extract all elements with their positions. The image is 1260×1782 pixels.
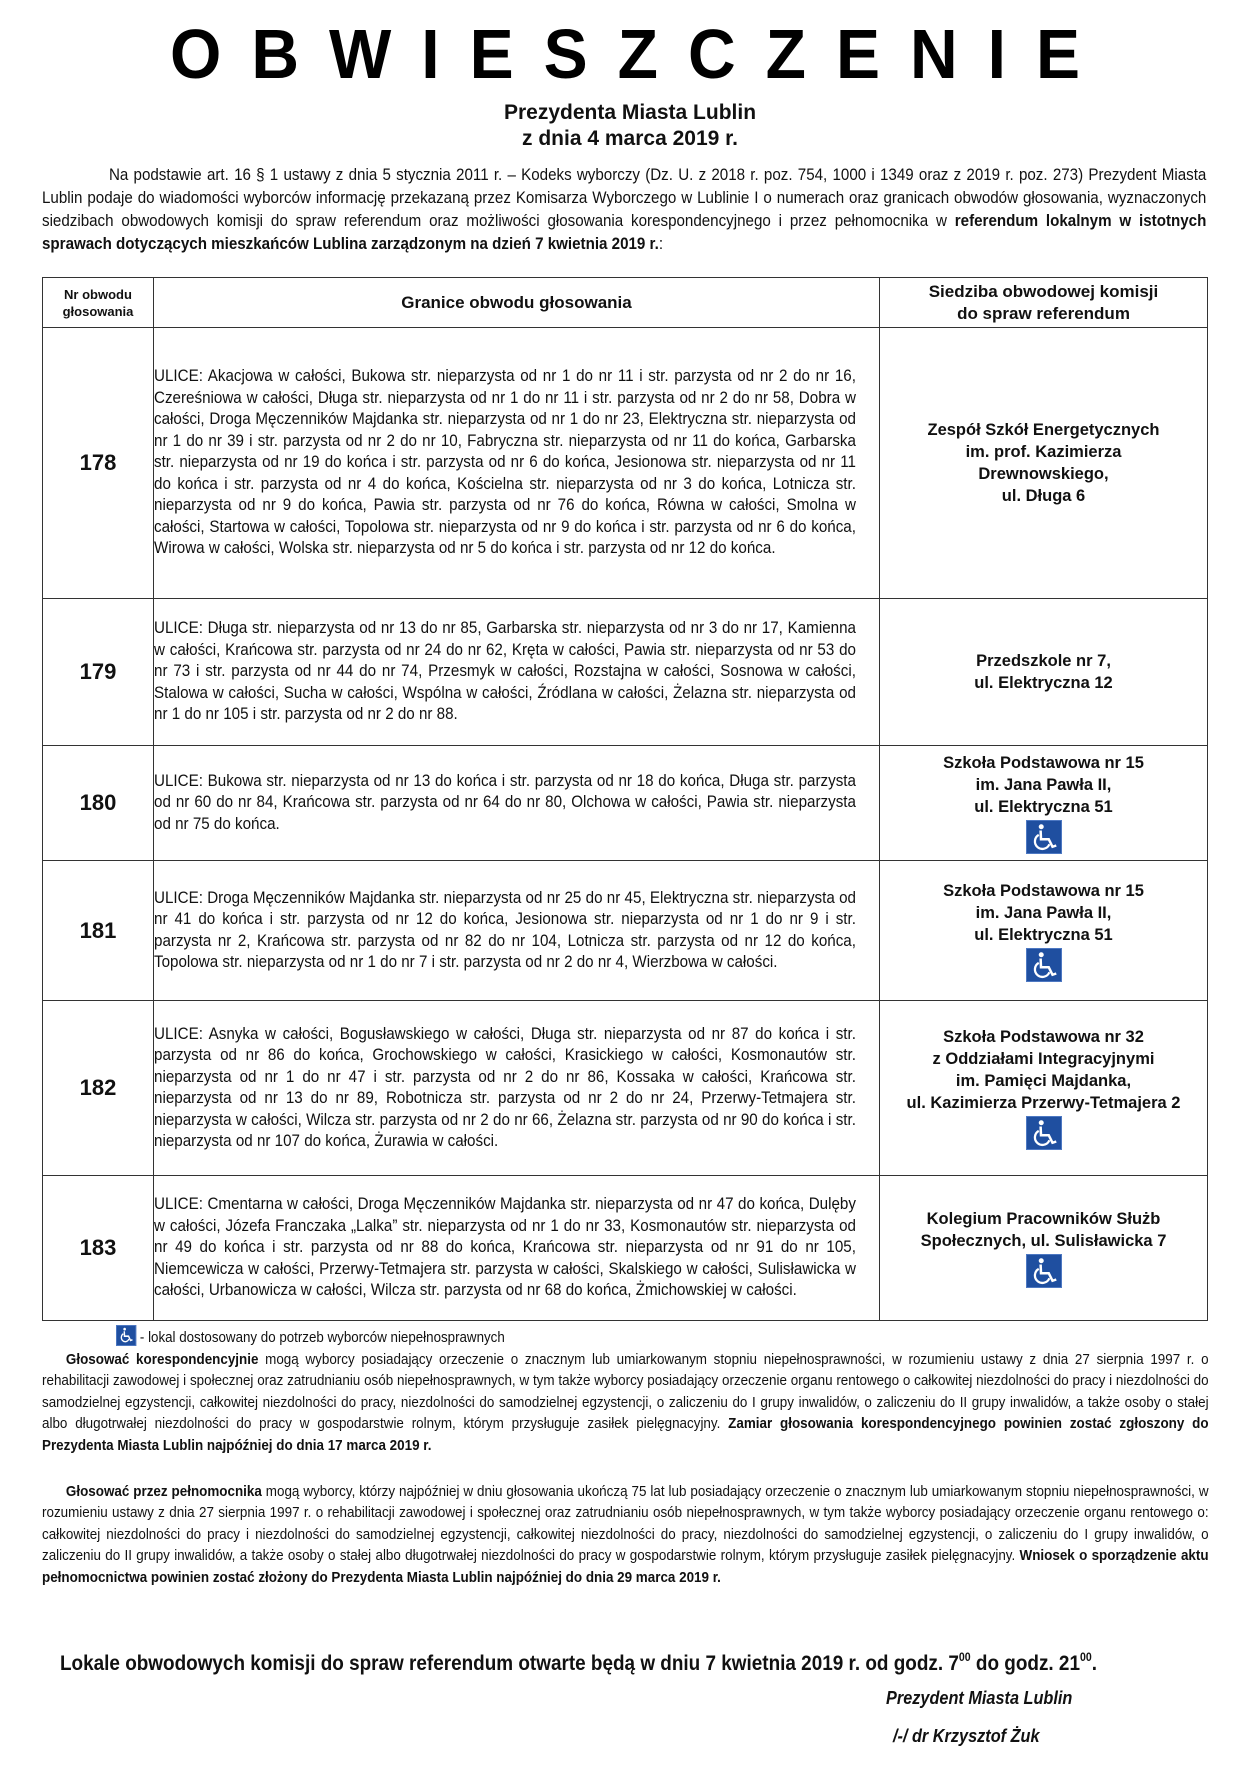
issuer: Prezydenta Miasta Lublin: [503, 101, 757, 124]
seat-address-line: Zespół Szkół Energetycznych: [927, 421, 1160, 439]
wheelchair-accessible-icon: [1026, 948, 1062, 982]
district-row: [43, 1176, 1208, 1321]
proxy-voting-paragraph: [42, 1482, 1209, 1589]
seat-address-line: ul. Długa 6: [1001, 487, 1086, 505]
district-boundaries: [154, 1001, 880, 1176]
correspondence-heading: Głosować korespondencyjnie: [65, 1352, 259, 1368]
district-boundaries: [154, 1176, 880, 1321]
commission-seat: [880, 1176, 1208, 1321]
issue-date: z dnia 4 marca 2019 r.: [522, 127, 738, 150]
wheelchair-accessible-icon: [1026, 1254, 1062, 1288]
intro-paragraph: [42, 164, 1206, 256]
seat-address-line: im. Jana Pawła II,: [975, 903, 1112, 922]
table-header-row: [43, 278, 1208, 328]
seat-address-line: Szkoła Podstawowa nr 15: [943, 881, 1144, 900]
district-number: 179: [43, 599, 154, 746]
header-district-number: [43, 278, 154, 328]
header-commission-seat: [880, 278, 1208, 328]
seat-address-line: Szkoła Podstawowa nr 32: [943, 1028, 1144, 1046]
intro-bold-text: referendum lokalnym w istotnych sprawach dotyczących mieszkańców Lublina zarządzonym na dzień 7 kwietnia 2019 r.: [42, 212, 1207, 253]
voting-districts-table: [42, 277, 1208, 1321]
correspondence-body: mogą wyborcy posiadający orzeczenie o znacznym lub umiarkowanym stopniu niepełnosprawności, w rozumieniu ustawy z dnia 27 sierpnia 1997 r. o rehabilitacji zawodowej i społecznej oraz zatrudnianiu osób niepełnosprawnych, w tym także wyborcy posiadający orzeczenie organu rentowego o całkowitej niezdolności do pracy i niezdolności do samodzielnej egzystencji, całkowitej niezdolności do pracy, niezdolności do samodzielnej egzystencji, o zaliczeniu do I grupy inwalidów, o zaliczeniu do II grupy inwalidów, a także osoby o stałej albo długotrwałej niezdolności do pracy w gospodarstwie rolnym, którym przysługuje zasiłek pielęgnacyjny.: [42, 1352, 1209, 1433]
hours-text-middle: do godz. 21: [970, 1651, 1080, 1675]
hours-text-end: .: [1091, 1651, 1098, 1675]
header-boundaries: Granice obwodu głosowania: [154, 278, 880, 328]
wheelchair-accessible-icon: [1026, 1116, 1062, 1150]
commission-seat: [880, 599, 1208, 746]
seat-address-line: im. prof. Kazimierza: [965, 443, 1122, 461]
boundaries-text: ULICE: Droga Męczenników Majdanka str. nieparzysta od nr 25 do nr 45, Elektryczna str. nieparzysta od nr 41 do końca i str. parzysta od nr 12 do końca, Jesionowa str. nieparzysta od nr 1 do nr 9 i str. parzysta nr 2, Krańcowa str. parzysta od nr 82 do nr 104, Lotnicza str. parzysta od nr 12 do końca, Topolowa str. nieparzysta od nr 1 do nr 7 i str. parzysta od nr 2 do nr 4, Wierzbowa w całości.: [154, 888, 856, 971]
district-boundaries: [154, 861, 880, 1001]
document-subtitle: [0, 100, 1260, 152]
district-number: 183: [43, 1176, 154, 1321]
seat-address-line: Społecznych, ul. Sulisławicka 7: [920, 1232, 1167, 1250]
district-row: [43, 599, 1208, 746]
correspondence-deadline: Zamiar głosowania korespondencyjnego powinien zostać zgłoszony do Prezydenta Miasta Lublin najpóźniej do dnia 17 marca 2019 r.: [42, 1416, 1209, 1454]
header-nr-line2: głosowania: [62, 303, 134, 319]
proxy-body: mogą wyborcy, którzy najpóźniej w dniu głosowania ukończą 75 lat lub posiadający orzeczenie o znacznym lub umiarkowanym stopniu niepełnosprawności, w rozumieniu ustawy z dnia 27 sierpnia 1997 r. o rehabilitacji zawodowej i społecznej oraz zatrudnianiu osób niepełnosprawnych, w tym także wyborcy posiadający orzeczenie organu rentowego o: całkowitej niezdolności do pracy i niezdolności do samodzielnej egzystencji, całkowitej niezdolności do pracy, niezdolności do samodzielnej egzystencji, o zaliczeniu do I grupy inwalidów, o zaliczeniu do II grupy inwalidów, a także osoby o stałej albo długotrwałej niezdolności do pracy w gospodarstwie rolnym, którym przysługuje zasiłek pielęgnacyjny.: [42, 1484, 1209, 1565]
boundaries-text: ULICE: Akacjowa w całości, Bukowa str. nieparzysta od nr 1 do nr 11 i str. parzysta od nr 2 do nr 16, Czereśniowa w całości, Długa str. nieparzysta od nr 1 do nr 11 i str. parzysta od nr 2 do nr 58, Dobra w całości, Droga Męczenników Majdanka str. nieparzysta od nr 1 do nr 23, Elektryczna str. nieparzysta od nr 1 do nr 39 i str. parzysta od nr 2 do nr 10, Fabryczna str. nieparzysta od nr 11 do końca, Garbarska str. nieparzysta od nr 19 do końca i str. parzysta od nr 6 do końca, Jesionowa str. nieparzysta od nr 11 do końca i str. parzysta od nr 4 do końca, Kościelna str. nieparzysta od nr 3 do końca, Lotnicza str. nieparzysta od nr 9 do końca, Pawia str. parzysta od nr 76 do końca, Równa w całości, Smolna w całości, Startowa w całości, Topolowa str. nieparzysta od nr 9 do końca i str. parzysta od nr 6 do końca, Wirowa w całości, Wolska str. nieparzysta od nr 5 do końca i str. parzysta od nr 12 do końca.: [154, 367, 856, 558]
district-boundaries: [154, 599, 880, 746]
commission-seat: [880, 861, 1208, 1001]
accessibility-legend: [116, 1325, 505, 1349]
wheelchair-accessible-icon: [1026, 820, 1062, 854]
seat-address-line: im. Jana Pawła II,: [975, 776, 1112, 794]
header-nr-line1: Nr obwodu: [64, 286, 132, 302]
district-boundaries: [154, 328, 880, 599]
district-number: 180: [43, 746, 154, 861]
signature-title: Prezydent Miasta Lublin: [886, 1687, 1073, 1708]
district-number: 181: [43, 861, 154, 1001]
commission-seat: [880, 1001, 1208, 1176]
close-minutes: 00: [1079, 1650, 1092, 1664]
legend-text: - lokal dostosowany do potrzeb wyborców niepełnosprawnych: [139, 1330, 505, 1346]
seat-address-line: Drewnowskiego,: [978, 465, 1109, 483]
signature-name: /-/ dr Krzysztof Żuk: [893, 1725, 1040, 1746]
district-row: [43, 328, 1208, 599]
district-boundaries: [154, 746, 880, 861]
seat-address-line: im. Pamięci Majdanka,: [955, 1072, 1132, 1090]
intro-end: :: [658, 235, 664, 253]
hours-text-before: Lokale obwodowych komisji do spraw referendum otwarte będą w dniu 7 kwietnia 2019 r. od godz. 7: [60, 1651, 959, 1675]
seat-address-line: z Oddziałami Integracyjnymi: [932, 1050, 1155, 1068]
correspondence-voting-paragraph: [42, 1350, 1209, 1457]
seat-address-line: ul. Kazimierza Przerwy-Tetmajera 2: [906, 1094, 1181, 1112]
seat-address-line: ul. Elektryczna 51: [974, 925, 1113, 944]
wheelchair-accessible-icon: [116, 1325, 136, 1346]
commission-seat: [880, 746, 1208, 861]
boundaries-text: ULICE: Cmentarna w całości, Droga Męczenników Majdanka str. nieparzysta od nr 47 do końca, Dulęby w całości, Józefa Franczaka „Lalka” str. nieparzysta od nr 1 do nr 33, Kosmonautów str. nieparzysta od nr 49 do końca i str. parzysta od nr 88 do końca, Krańcowa str. nieparzysta od nr 91 do nr 105, Niemcewicza w całości, Przerwy-Tetmajera str. parzysta w całości, Skalskiego w całości, Sulisławicka w całości, Urbanowicza w całości, Wilcza str. parzysta od nr 68 do końca, Żmichowskiej w całości.: [154, 1195, 856, 1300]
header-seat-line1: Siedziba obwodowej komisji: [928, 281, 1159, 301]
open-minutes: 00: [958, 1650, 971, 1664]
seat-address-line: Szkoła Podstawowa nr 15: [943, 754, 1144, 772]
proxy-deadline: Wniosek o sporządzenie aktu pełnomocnictwa powinien zostać złożony do Prezydenta Miasta Lublin najpóźniej do dnia 29 marca 2019 r.: [42, 1548, 1209, 1586]
proxy-heading: Głosować przez pełnomocnika: [65, 1484, 262, 1500]
commission-seat: [880, 328, 1208, 599]
opening-hours: [60, 1643, 1097, 1677]
seat-address-line: Kolegium Pracowników Służb: [926, 1210, 1161, 1228]
boundaries-text: ULICE: Asnyka w całości, Bogusławskiego w całości, Długa str. nieparzysta od nr 87 do końca i str. parzysta od nr 86 do końca, Grochowskiego w całości, Krasickiego w całości, Kosmonautów str. nieparzysta od nr 1 do nr 47 i str. parzysta od nr 2 do nr 86, Kossaka w całości, Krańcowa str. nieparzysta od nr 13 do nr 89, Robotnicza str. parzysta od nr 2 do nr 24, Przerwy-Tetmajera str. nieparzysta w całości, Wilcza str. parzysta od nr 2 do nr 66, Żelazna str. parzysta od nr 90 do końca i str. nieparzysta od nr 107 do końca, Żurawia w całości.: [154, 1024, 856, 1150]
document-title: OBWIESZCZENIE: [169, 15, 1110, 93]
district-number: 178: [43, 328, 154, 599]
boundaries-text: ULICE: Długa str. nieparzysta od nr 13 do nr 85, Garbarska str. nieparzysta od nr 3 do nr 17, Kamienna w całości, Krańcowa str. parzysta od nr 24 do nr 62, Kręta w całości, Pawia str. nieparzysta od nr 53 do nr 73 i str. parzysta od nr 44 do nr 74, Przesmyk w całości, Rozstajna w całości, Sosnowa w całości, Stalowa w całości, Sucha w całości, Wspólna w całości, Źródlana w całości, Żelazna str. nieparzysta od nr 1 do nr 105 i str. parzysta od nr 2 do nr 88.: [154, 619, 856, 724]
district-row: [43, 746, 1208, 861]
intro-text: Na podstawie art. 16 § 1 ustawy z dnia 5 stycznia 2011 r. – Kodeks wyborczy (Dz. U. z 2018 r. poz. 754, 1000 i 1349 oraz z 2019 r. poz. 273) Prezydent Miasta Lublin podaje do wiadomości wyborców informację przekazaną przez Komisarza Wyborczego w Lublinie I o numerach oraz granicach obwodów głosowania, wyznaczonych siedzibach obwodowych komisji do spraw referendum oraz możliwości głosowania korespondencyjnego i przez pełnomocnika w: [42, 166, 1207, 230]
boundaries-text: ULICE: Bukowa str. nieparzysta od nr 13 do końca i str. parzysta od nr 18 do końca, Długa str. parzysta od nr 60 do nr 84, Krańcowa str. parzysta od nr 64 do nr 80, Olchowa w całości, Pawia str. nieparzysta od nr 75 do końca.: [154, 771, 856, 833]
seat-address-line: Przedszkole nr 7,: [976, 652, 1111, 670]
seat-address-line: ul. Elektryczna 51: [974, 798, 1113, 816]
district-row: [43, 861, 1208, 1001]
header-seat-line2: do spraw referendum: [957, 303, 1130, 323]
seat-address-line: ul. Elektryczna 12: [974, 674, 1113, 692]
district-number: 182: [43, 1001, 154, 1176]
district-row: [43, 1001, 1208, 1176]
